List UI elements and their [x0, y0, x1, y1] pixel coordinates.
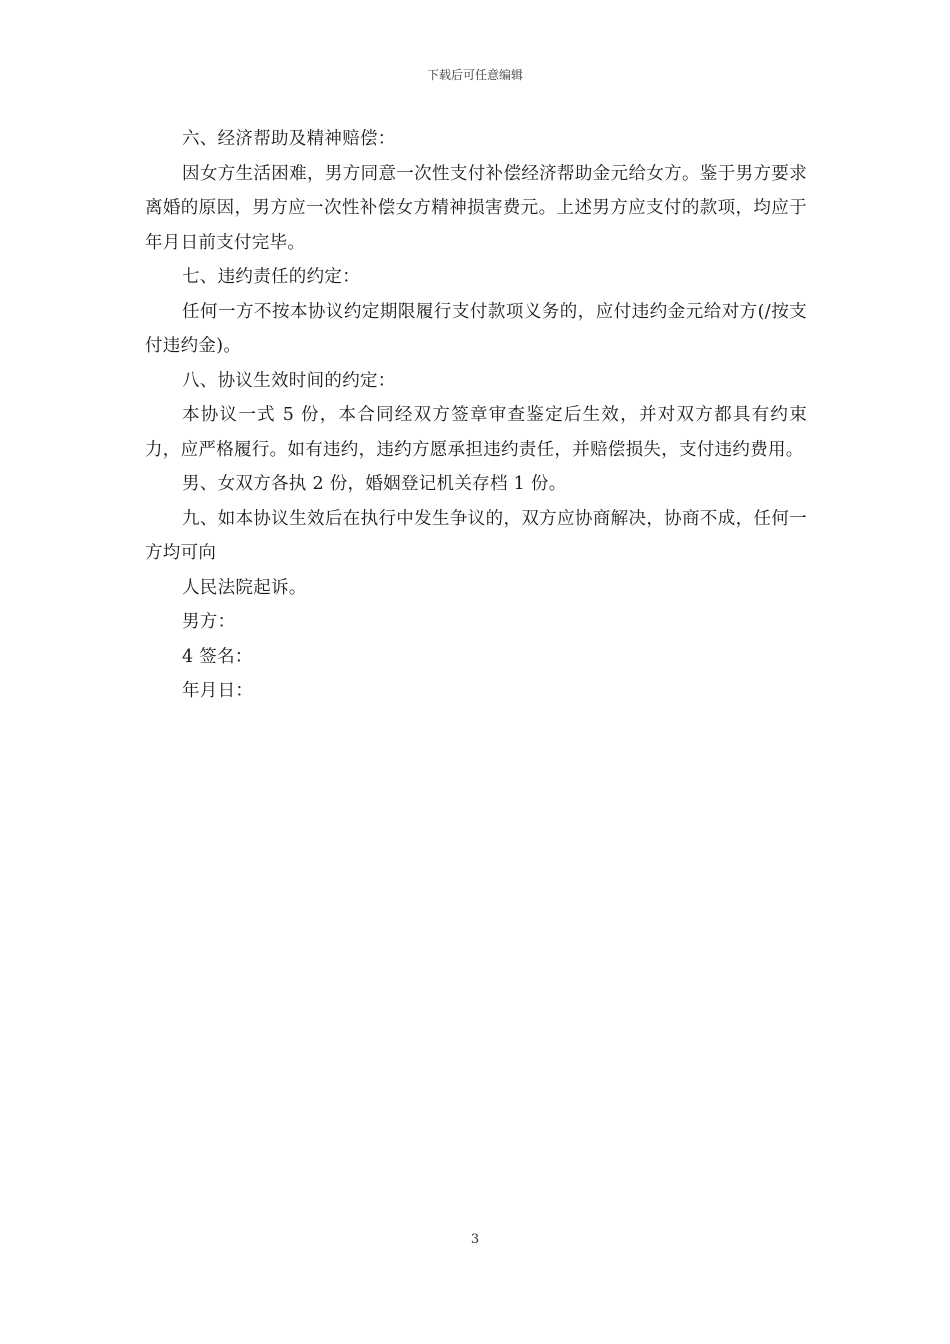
section-heading-effective-time: 八、协议生效时间的约定：	[182, 370, 396, 391]
paragraph-financial-help: 因女方生活困难，男方同意一次性支付补偿经济帮助金元给女方。鉴于男方要求离婚的原因，男方应一次性补偿女方精神损害费元。上述男方应支付的款项，均应于年月日前支付完毕。	[145, 163, 807, 253]
page-header: 下载后可任意编辑	[426, 68, 523, 82]
section-heading-financial-help: 六、经济帮助及精神赔偿：	[182, 129, 396, 149]
section-heading-breach: 七、违约责任的约定：	[182, 267, 360, 287]
paragraph-breach: 任何一方不按本协议约定期限履行支付款项义务的，应付违约金元给对方(/按支付违约金)。	[145, 301, 807, 356]
signature-date: 年月日：	[182, 681, 254, 701]
paragraph-dispute: 九、如本协议生效后在执行中发生争议的，双方应协商解决，协商不成，任何一方均可向	[145, 508, 807, 563]
signature-party-male: 男方：	[182, 612, 236, 632]
paragraph-effective-time: 本协议一式 5 份，本合同经双方签章审查鉴定后生效，并对双方都具有约束力，应严格履行。如有违约，违约方愿承担违约责任，并赔偿损失，支付违约费用。	[145, 405, 807, 460]
paragraph-copies: 男、女双方各执 2 份，婚姻登记机关存档 1 份。	[182, 474, 567, 494]
signature-name: 4 签名：	[182, 646, 253, 667]
page-number: 3	[470, 1232, 480, 1247]
paragraph-court: 人民法院起诉。	[182, 577, 307, 598]
document-body	[145, 122, 807, 709]
